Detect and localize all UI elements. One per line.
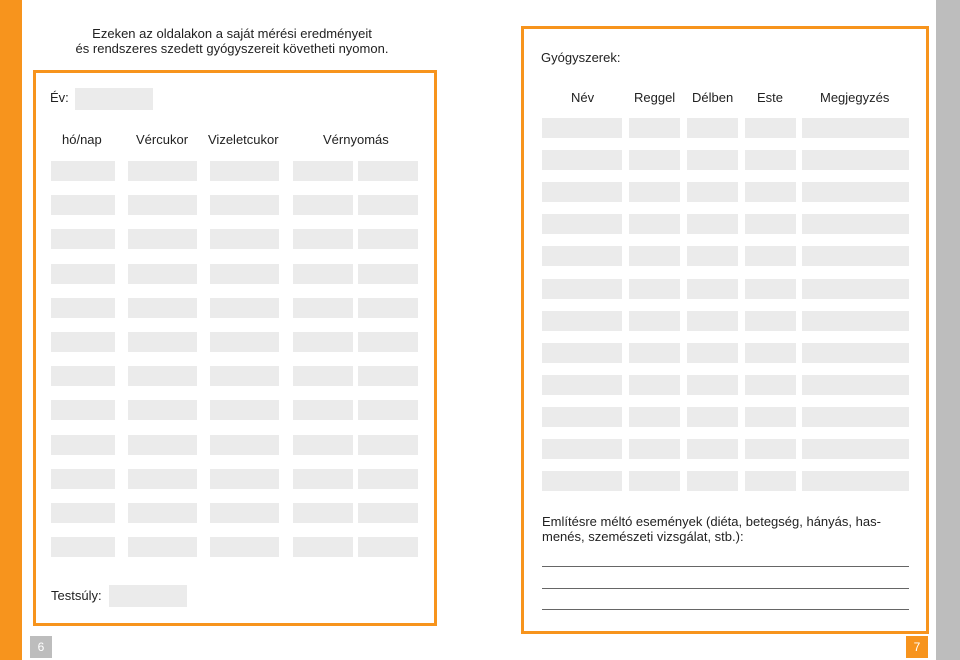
medicine-cell[interactable] [802,118,909,138]
events-label [542,514,912,544]
measurement-cell[interactable] [293,435,353,455]
measurement-cell[interactable] [51,435,115,455]
medicine-cell[interactable] [629,150,680,170]
column-header-morning: Reggel [634,90,676,105]
medicine-cell[interactable] [629,343,680,363]
measurement-cell[interactable] [51,469,115,489]
medicine-cell[interactable] [542,439,622,459]
page-number-right: 7 [906,636,928,658]
measurement-cell[interactable] [51,366,115,386]
medicine-cell[interactable] [629,375,680,395]
medicine-cell[interactable] [629,407,680,427]
medicine-cell[interactable] [745,407,796,427]
medicine-cell[interactable] [687,439,738,459]
medicine-cell[interactable] [745,375,796,395]
measurement-cell[interactable] [293,366,353,386]
left-accent-band [0,0,22,660]
medicine-cell[interactable] [687,118,738,138]
medicine-cell[interactable] [629,214,680,234]
measurement-cell[interactable] [51,537,115,557]
measurement-cell[interactable] [293,400,353,420]
medicine-cell[interactable] [687,407,738,427]
measurement-cell[interactable] [210,332,279,352]
measurement-cell[interactable] [51,400,115,420]
measurement-cell[interactable] [128,366,197,386]
medicine-cell[interactable] [629,182,680,202]
medicine-cell[interactable] [802,279,909,299]
measurement-cell[interactable] [210,161,279,181]
medicine-cell[interactable] [745,311,796,331]
medicine-cell[interactable] [542,246,622,266]
medicine-cell[interactable] [542,471,622,491]
measurement-cell[interactable] [358,229,418,249]
intro-line-2: és rendszeres szedett gyógyszereit követheti nyomon. [75,41,389,56]
measurement-cell[interactable] [128,469,197,489]
measurement-cell[interactable] [210,264,279,284]
measurement-cell[interactable] [358,469,418,489]
medicine-cell[interactable] [629,471,680,491]
measurement-cell[interactable] [293,195,353,215]
column-header-blood-pressure: Vérnyomás [323,132,389,147]
measurement-cell[interactable] [210,435,279,455]
medicine-cell[interactable] [802,407,909,427]
medicine-cell[interactable] [802,375,909,395]
medicine-cell[interactable] [802,246,909,266]
measurement-cell[interactable] [128,503,197,523]
medicine-cell[interactable] [542,279,622,299]
measurement-cell[interactable] [358,400,418,420]
medicine-cell[interactable] [629,279,680,299]
measurement-cell[interactable] [358,366,418,386]
measurement-cell[interactable] [128,229,197,249]
measurement-cell[interactable] [358,195,418,215]
measurement-cell[interactable] [128,537,197,557]
event-write-line[interactable] [542,588,909,589]
measurement-cell[interactable] [128,264,197,284]
column-header-blood-sugar: Vércukor [136,132,189,147]
event-write-line[interactable] [542,566,909,567]
measurement-cell[interactable] [51,229,115,249]
medicine-cell[interactable] [542,214,622,234]
weight-field[interactable] [109,585,187,607]
measurement-cell[interactable] [358,161,418,181]
measurement-cell[interactable] [293,503,353,523]
measurement-cell[interactable] [293,298,353,318]
medicine-cell[interactable] [687,279,738,299]
page-number-left: 6 [30,636,52,658]
measurement-cell[interactable] [358,503,418,523]
column-header-urine-sugar: Vizeletcukor [208,132,279,147]
measurement-cell[interactable] [293,161,353,181]
measurement-cell[interactable] [51,298,115,318]
medicine-cell[interactable] [687,375,738,395]
medicine-cell[interactable] [745,118,796,138]
medicine-cell[interactable] [745,279,796,299]
medicine-cell[interactable] [745,439,796,459]
column-header-notes: Megjegyzés [820,90,890,105]
measurement-cell[interactable] [358,435,418,455]
medicine-cell[interactable] [745,150,796,170]
event-write-line[interactable] [542,609,909,610]
year-field[interactable] [75,88,153,110]
medicine-cell[interactable] [802,214,909,234]
measurement-cell[interactable] [293,332,353,352]
medicine-cell[interactable] [687,150,738,170]
medicine-cell[interactable] [542,375,622,395]
measurement-cell[interactable] [51,332,115,352]
medicine-cell[interactable] [542,182,622,202]
medicine-cell[interactable] [802,182,909,202]
medicine-cell[interactable] [802,439,909,459]
medicine-cell[interactable] [745,246,796,266]
year-label: Év: [50,90,69,105]
medicine-cell[interactable] [542,407,622,427]
measurement-cell[interactable] [293,469,353,489]
weight-label: Testsúly: [51,588,102,603]
intro-text [52,26,412,56]
medicine-cell[interactable] [802,311,909,331]
measurement-cell[interactable] [210,229,279,249]
medicine-cell[interactable] [687,246,738,266]
measurement-cell[interactable] [128,298,197,318]
medicine-cell[interactable] [629,311,680,331]
measurement-cell[interactable] [51,264,115,284]
measurement-cell[interactable] [358,264,418,284]
medicine-cell[interactable] [542,150,622,170]
medicine-cell[interactable] [802,471,909,491]
measurement-cell[interactable] [358,298,418,318]
measurement-cell[interactable] [210,503,279,523]
column-header-evening: Este [757,90,784,105]
measurement-cell[interactable] [128,161,197,181]
events-label-line-2: menés, szemészeti vizsgálat, stb.): [542,529,744,544]
medicine-cell[interactable] [687,182,738,202]
medicine-cell[interactable] [802,343,909,363]
measurement-cell[interactable] [210,366,279,386]
medicine-cell[interactable] [687,311,738,331]
measurement-cell[interactable] [210,469,279,489]
measurement-cell[interactable] [128,400,197,420]
column-header-noon: Délben [692,90,734,105]
medicine-cell[interactable] [745,471,796,491]
measurement-cell[interactable] [210,400,279,420]
measurement-cell[interactable] [293,229,353,249]
right-gray-band [936,0,960,660]
measurement-cell[interactable] [210,537,279,557]
medicine-cell[interactable] [802,150,909,170]
medicine-cell[interactable] [745,182,796,202]
medicine-cell[interactable] [629,118,680,138]
measurement-cell[interactable] [128,332,197,352]
measurement-cell[interactable] [358,332,418,352]
events-label-line-1: Említésre méltó események (diéta, betegség, hányás, has- [542,514,881,529]
medicine-cell[interactable] [542,311,622,331]
column-header-date: hó/nap [62,132,102,147]
measurement-cell[interactable] [128,435,197,455]
measurement-cell[interactable] [51,195,115,215]
medicine-cell[interactable] [542,118,622,138]
medicine-cell[interactable] [687,343,738,363]
measurement-cell[interactable] [51,161,115,181]
column-header-name: Név [571,90,595,105]
measurement-cell[interactable] [210,195,279,215]
measurement-cell[interactable] [51,503,115,523]
medicines-label: Gyógyszerek: [541,50,621,65]
medicine-cell[interactable] [745,343,796,363]
measurement-cell[interactable] [128,195,197,215]
measurement-cell[interactable] [358,537,418,557]
medicine-cell[interactable] [629,246,680,266]
medicine-cell[interactable] [687,471,738,491]
intro-line-1: Ezeken az oldalakon a saját mérési eredményeit [92,26,372,41]
medicine-cell[interactable] [745,214,796,234]
measurement-cell[interactable] [293,264,353,284]
measurement-cell[interactable] [293,537,353,557]
medicine-cell[interactable] [629,439,680,459]
medicine-cell[interactable] [687,214,738,234]
measurement-cell[interactable] [210,298,279,318]
medicine-cell[interactable] [542,343,622,363]
